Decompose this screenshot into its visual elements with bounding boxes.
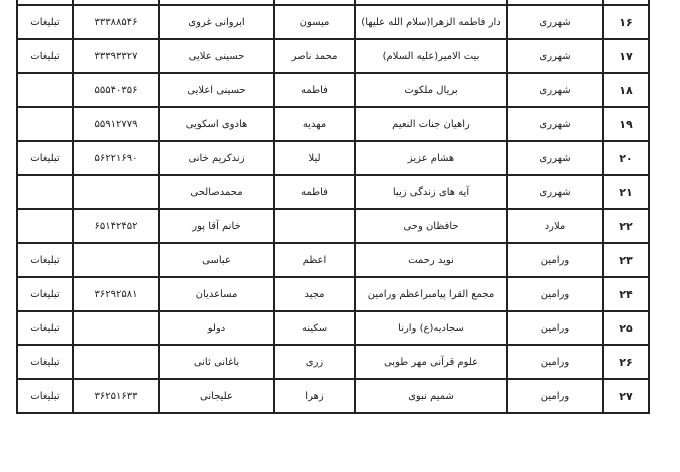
city-cell: ورامین [507,345,603,379]
table-row [17,5,649,39]
city-cell: ورامین [507,277,603,311]
institution-cell: علوم قرآنی مهر طوبی [355,345,507,379]
table-row [17,379,649,413]
last-name-cell: حسینی علایی [159,39,274,73]
table-row [17,311,649,345]
city-cell: شهرری [507,39,603,73]
row-number: ۲۵ [603,311,649,345]
note-cell: تبلیغات [17,5,73,39]
row-number: ۱۶ [603,5,649,39]
table-row [17,107,649,141]
institution-cell: هشام عزیز [355,141,507,175]
row-number: ۱۷ [603,39,649,73]
first-name-cell: فاطمه [274,175,355,209]
note-cell [17,209,73,243]
last-name-cell: مساعدیان [159,277,274,311]
city-cell: شهرری [507,5,603,39]
last-name-cell: حسینی اعلایی [159,73,274,107]
note-cell: تبلیغات [17,243,73,277]
contacts-table [16,0,650,414]
last-name-cell: زندکریم خانی [159,141,274,175]
row-number: ۲۱ [603,175,649,209]
row-number: ۱۸ [603,73,649,107]
note-cell [17,107,73,141]
institution-cell: سجادیه(ع) وارنا [355,311,507,345]
note-cell: تبلیغات [17,311,73,345]
note-cell: تبلیغات [17,277,73,311]
note-cell: تبلیغات [17,141,73,175]
phone-cell: ۵۵۹۱۲۷۷۹ [73,107,159,141]
row-number: ۲۰ [603,141,649,175]
table-row [17,175,649,209]
institution-cell: بریال ملکوت [355,73,507,107]
city-cell: ملارد [507,209,603,243]
institution-cell: آیه های زندگی زیبا [355,175,507,209]
phone-cell: ۳۳۳۹۳۳۲۷ [73,39,159,73]
last-name-cell: خانم آقا پور [159,209,274,243]
phone-cell [73,175,159,209]
first-name-cell: محمد ناصر [274,39,355,73]
city-cell: شهرری [507,175,603,209]
table-row [17,243,649,277]
table-row [17,39,649,73]
first-name-cell: مهدیه [274,107,355,141]
first-name-cell: اعظم [274,243,355,277]
note-cell: تبلیغات [17,379,73,413]
first-name-cell [274,209,355,243]
city-cell: شهرری [507,107,603,141]
note-cell: تبلیغات [17,345,73,379]
institution-cell: نوید رحمت [355,243,507,277]
note-cell [17,73,73,107]
phone-cell [73,311,159,345]
city-cell: ورامین [507,311,603,345]
phone-cell: ۵۵۵۴۰۳۵۶ [73,73,159,107]
first-name-cell: لیلا [274,141,355,175]
last-name-cell: دولو [159,311,274,345]
first-name-cell: سکینه [274,311,355,345]
institution-cell: مجمع القرا پیامبراعظم ورامین [355,277,507,311]
first-name-cell: میسون [274,5,355,39]
phone-cell [73,243,159,277]
row-number: ۲۷ [603,379,649,413]
row-number: ۲۲ [603,209,649,243]
phone-cell: ۳۳۳۸۸۵۴۶ [73,5,159,39]
last-name-cell: محمدصالحی [159,175,274,209]
institution-cell: راهیان جنات النعیم [355,107,507,141]
city-cell: شهرری [507,73,603,107]
phone-cell: ۳۶۲۹۲۵۸۱ [73,277,159,311]
first-name-cell: زری [274,345,355,379]
table-row [17,141,649,175]
last-name-cell: باغانی ثانی [159,345,274,379]
note-cell [17,175,73,209]
last-name-cell: هادوی اسکویی [159,107,274,141]
institution-cell: شمیم نبوی [355,379,507,413]
institution-cell: بیت الامیر(علیه السلام) [355,39,507,73]
city-cell: شهرری [507,141,603,175]
phone-cell [73,345,159,379]
institution-cell: دار فاطمه الزهرا(سلام الله علیها) [355,5,507,39]
city-cell: ورامین [507,379,603,413]
row-number: ۱۹ [603,107,649,141]
table-row [17,277,649,311]
city-cell: ورامین [507,243,603,277]
last-name-cell: ابروانی غروی [159,5,274,39]
note-cell: تبلیغات [17,39,73,73]
first-name-cell: فاطمه [274,73,355,107]
row-number: ۲۳ [603,243,649,277]
table-row [17,209,649,243]
phone-cell: ۶۵۱۴۲۴۵۲ [73,209,159,243]
last-name-cell: علیجانی [159,379,274,413]
institution-cell: حافظان وحی [355,209,507,243]
row-number: ۲۶ [603,345,649,379]
phone-cell: ۳۶۲۵۱۶۳۳ [73,379,159,413]
last-name-cell: عباسی [159,243,274,277]
row-number: ۲۴ [603,277,649,311]
table-row [17,345,649,379]
first-name-cell: مجید [274,277,355,311]
phone-cell: ۵۶۲۲۱۶۹۰ [73,141,159,175]
first-name-cell: زهرا [274,379,355,413]
table-row [17,73,649,107]
